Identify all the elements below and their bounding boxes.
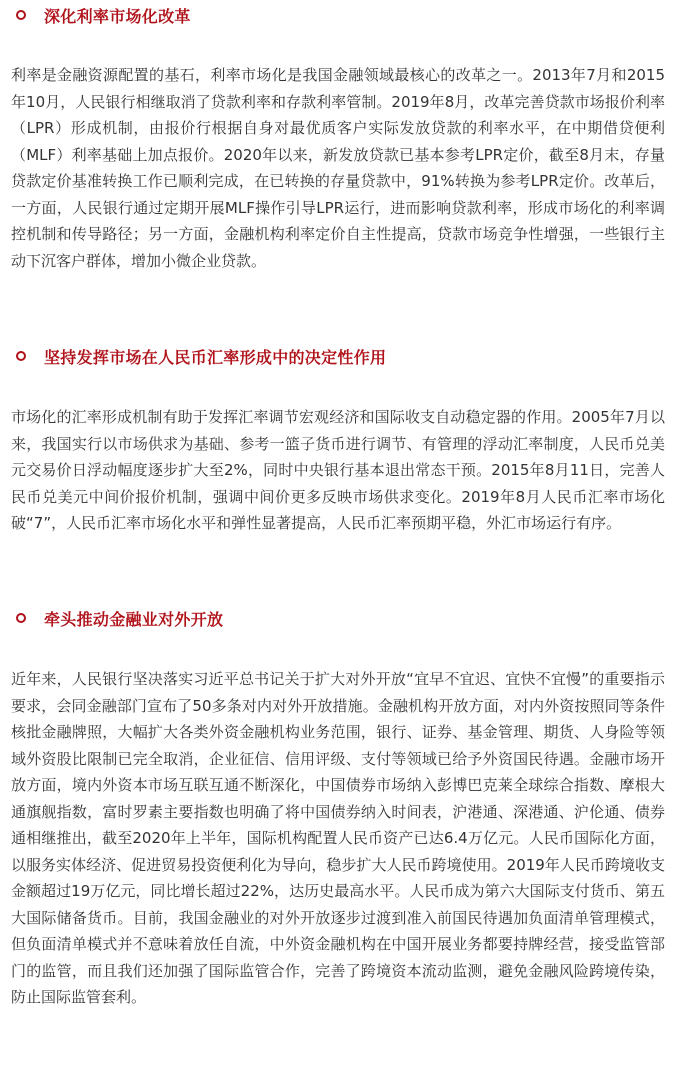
section-body-interest-rate: 利率是金融资源配置的基石，利率市场化是我国金融领域最核心的改革之一。2013年7月和2015年10月，人民银行相继取消了贷款利率和存款利率管制。2019年8月，改革完善贷款市场报价利率（LPR）形成机制，由报价行根据自身对最优质客户实际发放贷款的利率水平，在中期借贷便利（MLF）利率基础上加点报价。2020年以来，新发放贷款已基本参考LPR定价，截至8月末，存量贷款定价基准转换工作已顺利完成，在已转换的存量贷款中，91%转换为参考LPR定价。改革后，一方面，人民银行通过定期开展MLF操作引导LPR运行，进而影响贷款利率，形成市场化的利率调控机制和传导路径；另一方面，金融机构利率定价自主性提高，贷款市场竞争性增强，一些银行主动下沉客户群体，增加小微企业贷款。 [11, 66, 665, 270]
section-heading-exchange-rate [16, 341, 386, 371]
section-heading-opening-up [16, 603, 223, 633]
section-title: 坚持发挥市场在人民币汇率形成中的决定性作用 [44, 347, 387, 367]
section-title: 牵头推动金融业对外开放 [44, 609, 224, 629]
circle-bullet-icon [16, 351, 26, 361]
section-heading-interest-rate [16, 0, 191, 30]
section-body-opening-up: 近年来，人民银行坚决落实习近平总书记关于扩大对外开放“宜早不宜迟、宜快不宜慢”的重要指示要求，会同金融部门宣布了50多条对内对外开放措施。金融机构开放方面，对内外资按照同等条件核批金融牌照，大幅扩大各类外资金融机构业务范围，银行、证券、基金管理、期货、人身险等领域外资股比限制已完全取消，企业征信、信用评级、支付等领域已给予外资国民待遇。金融市场开放方面，境内外资本市场互联互通不断深化，中国债券市场纳入彭博巴克莱全球综合指数、摩根大通旗舰指数，富时罗素主要指数也明确了将中国债券纳入时间表，沪港通、深港通、沪伦通、债券通相继推出，截至2020年上半年，国际机构配置人民币资产已达6.4万亿元。人民币国际化方面，以服务实体经济、促进贸易投资便利化为导向，稳步扩大人民币跨境使用。2019年人民币跨境收支金额超过19万亿元，同比增长超过22%，达历史最高水平。人民币成为第六大国际支付货币、第五大国际储备货币。目前，我国金融业的对外开放逐步过渡到准入前国民待遇加负面清单管理模式，但负面清单模式并不意味着放任自流，中外资金融机构在中国开展业务都要持牌经营，接受监管部门的监管，而且我们还加强了国际监管合作，完善了跨境资本流动监测，避免金融风险跨境传染，防止国际监管套利。 [11, 670, 665, 1006]
circle-bullet-icon [16, 613, 26, 623]
circle-bullet-icon [16, 10, 26, 20]
section-body-exchange-rate: 市场化的汇率形成机制有助于发挥汇率调节宏观经济和国际收支自动稳定器的作用。2005年7月以来，我国实行以市场供求为基础、参考一篮子货币进行调节、有管理的浮动汇率制度，人民币兑美元交易价日浮动幅度逐步扩大至2%，同时中央银行基本退出常态干预。2015年8月11日，完善人民币兑美元中间价报价机制，强调中间价更多反映市场供求变化。2019年8月人民币汇率市场化破“7”，人民币汇率市场化水平和弹性显著提高，人民币汇率预期平稳，外汇市场运行有序。 [11, 408, 665, 532]
section-title: 深化利率市场化改革 [44, 6, 191, 26]
